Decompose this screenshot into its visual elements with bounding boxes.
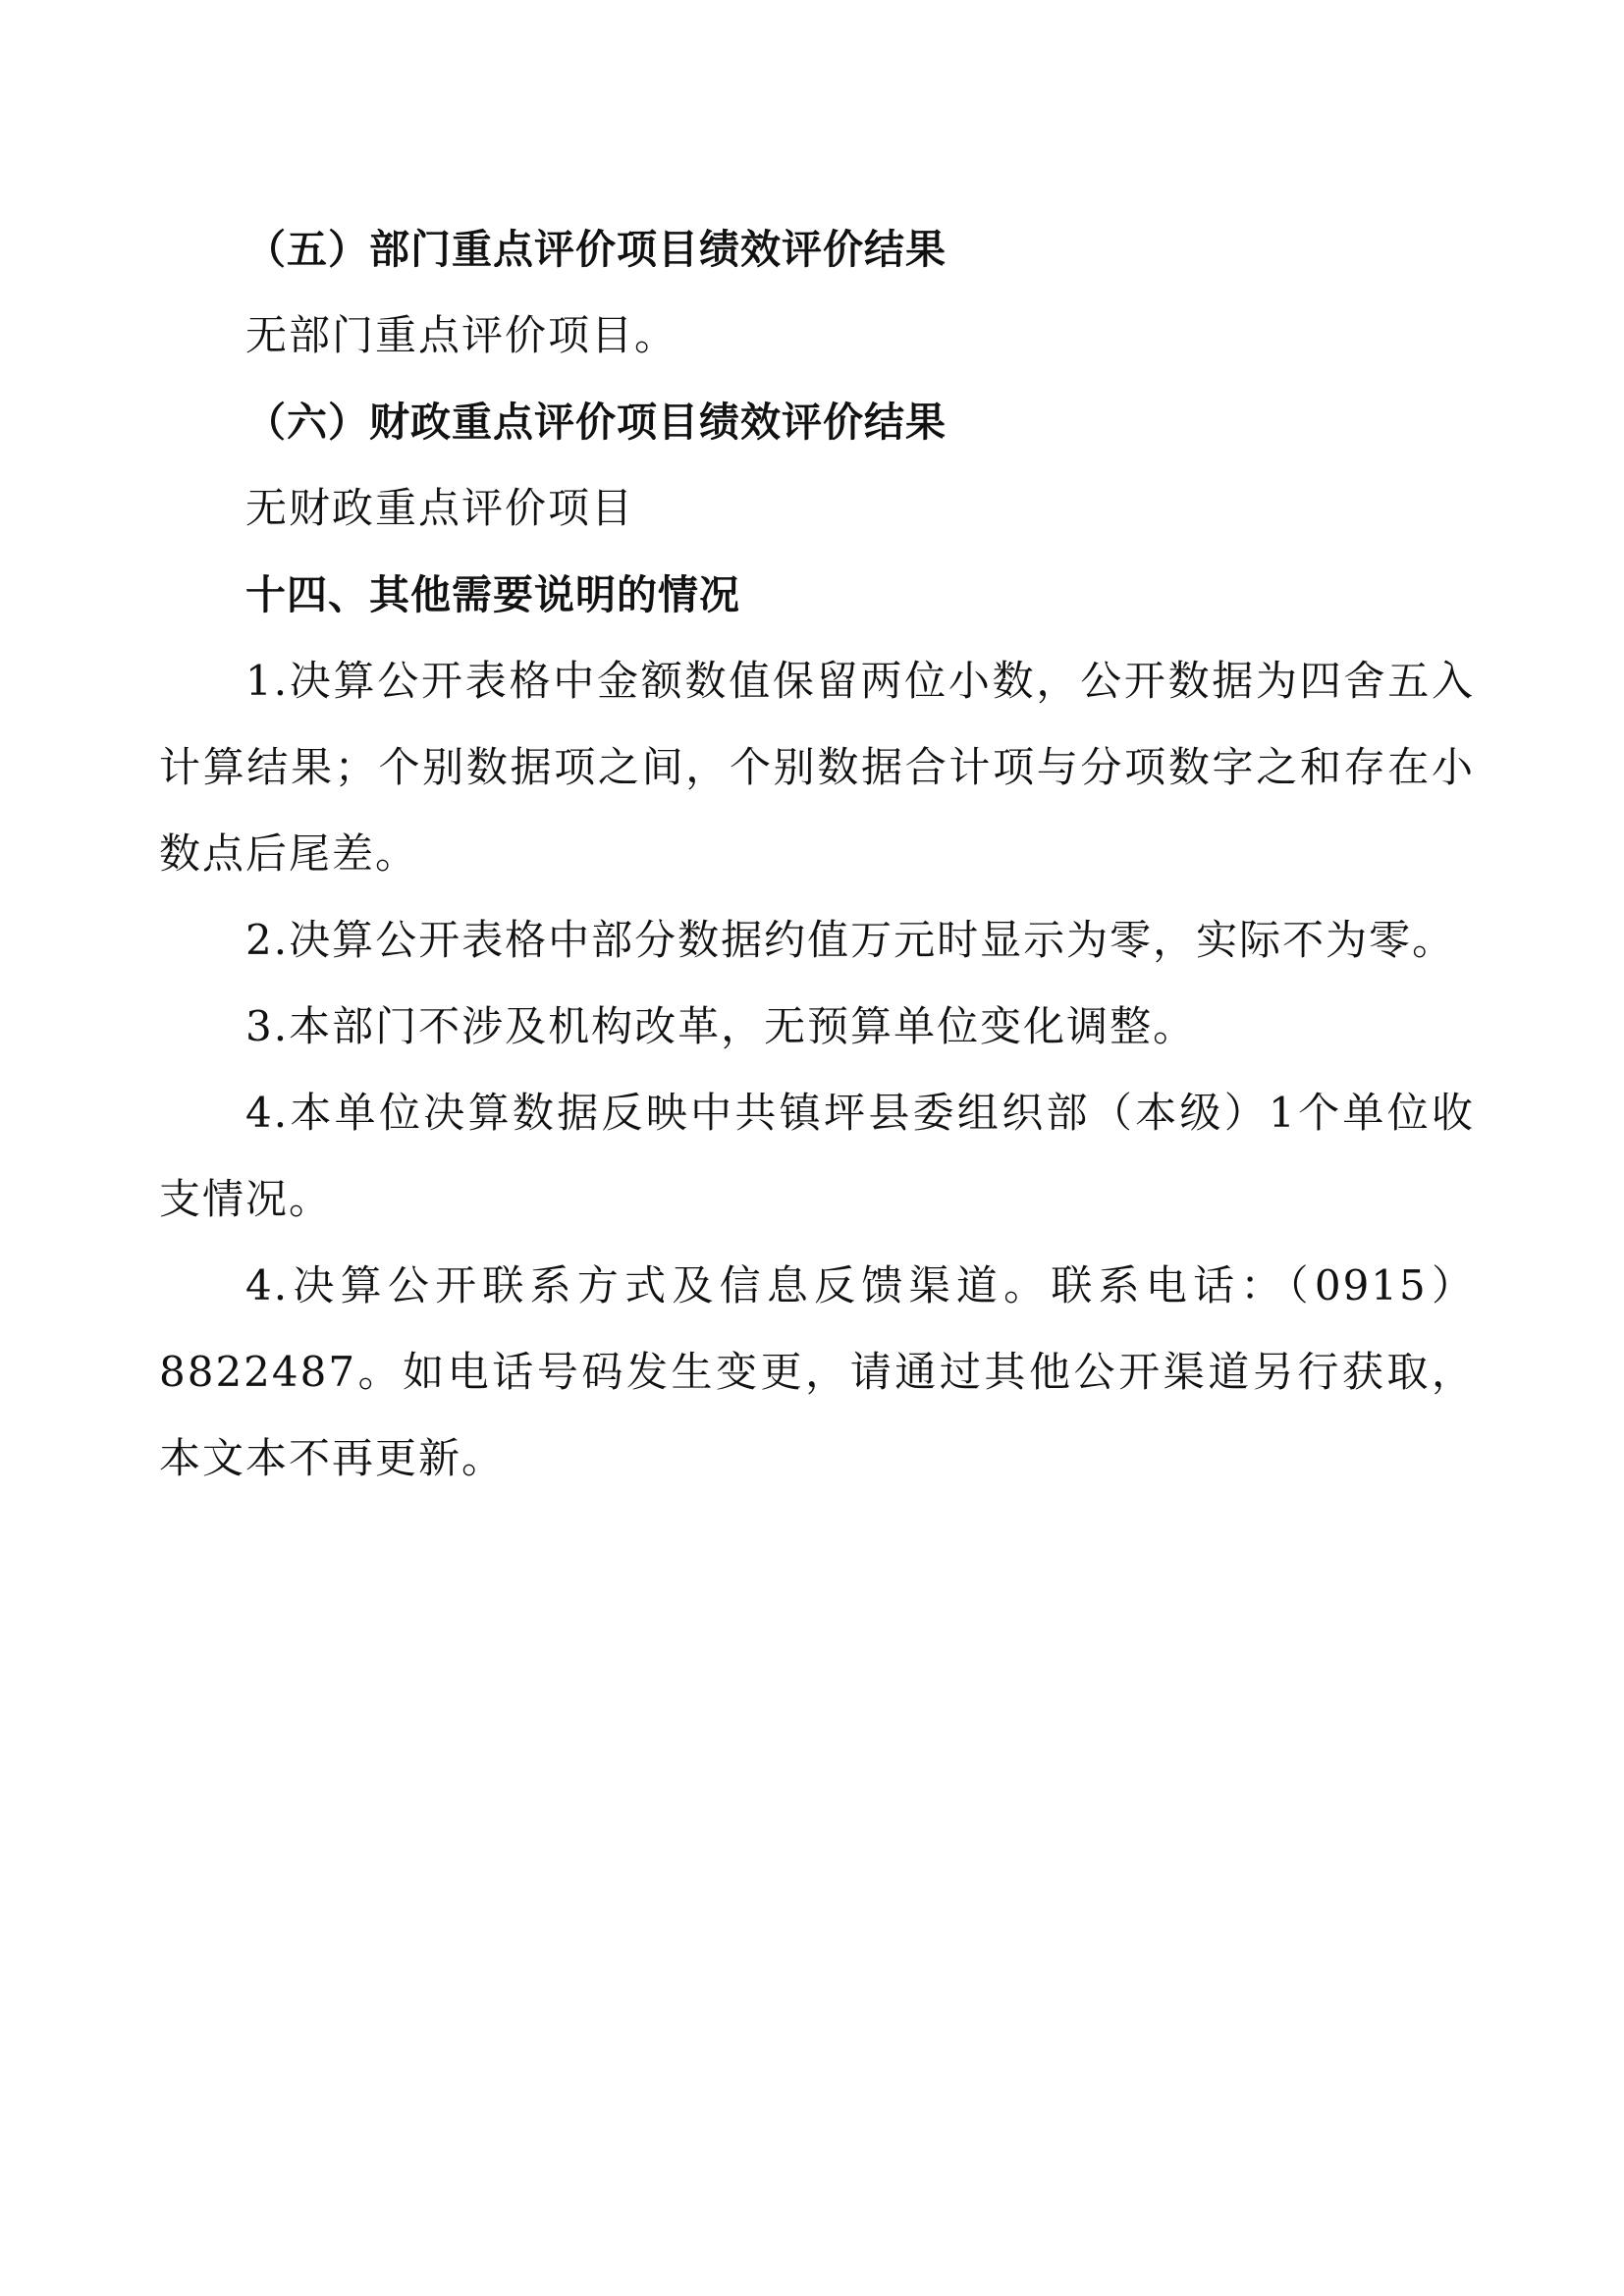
note-item-2: 2.决算公开表格中部分数据约值万元时显示为零，实际不为零。 xyxy=(245,916,1456,964)
note-item-4: 4.本单位决算数据反映中共镇坪县委组织部（本级）1个单位收支情况。 xyxy=(159,1089,1475,1223)
section-text-6: 无财政重点评价项目 xyxy=(245,484,635,532)
note-item-contact: 4.决算公开联系方式及信息反馈渠道。联系电话：（0915）8822487。如电话号码发生变更，请通过其他公开渠道另行获取，本文本不再更新。 xyxy=(159,1261,1475,1482)
section-heading-6: （六）财政重点评价项目绩效评价结果 xyxy=(245,399,947,446)
note-item-3: 3.本部门不涉及机构改革，无预算单位变化调整。 xyxy=(245,1002,1197,1050)
note-item-1: 1.决算公开表格中金额数值保留两位小数，公开数据为四舍五入计算结果；个别数据项之间，个别数据合计项与分项数字之和存在小数点后尾差。 xyxy=(159,657,1475,878)
section-text-5: 无部门重点评价项目。 xyxy=(245,311,678,359)
document-body xyxy=(159,206,1475,1502)
section-heading-14: 十四、其他需要说明的情况 xyxy=(245,571,740,618)
section-heading-5: （五）部门重点评价项目绩效评价结果 xyxy=(245,226,947,273)
